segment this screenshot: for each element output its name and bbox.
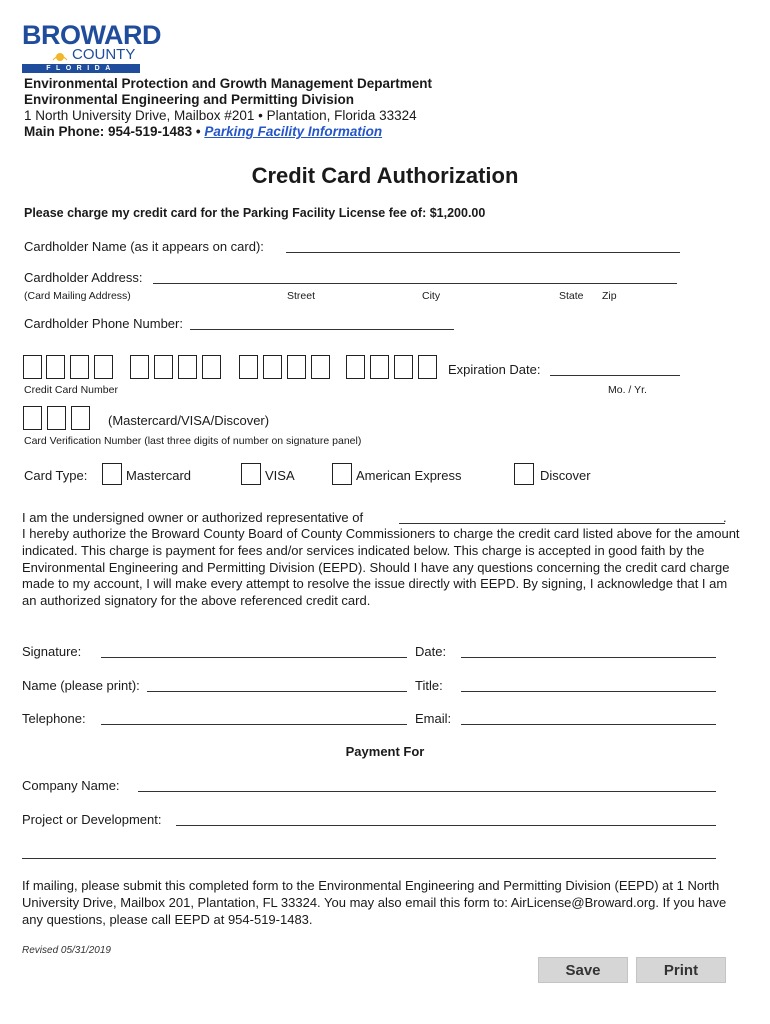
main-phone: Main Phone: 954-519-1483 • xyxy=(24,124,201,139)
cvv-digit-box[interactable] xyxy=(71,406,90,430)
logo-florida-band: FLORIDA xyxy=(22,64,140,73)
fee-statement: Please charge my credit card for the Parking Facility License fee of: $1,200.00 xyxy=(24,206,486,220)
signature-field[interactable] xyxy=(101,657,407,658)
visa-checkbox[interactable] xyxy=(241,463,261,485)
address-mailing-hint: (Card Mailing Address) xyxy=(24,290,131,302)
card-type-label: Card Type: xyxy=(24,468,88,483)
cardholder-name-field[interactable] xyxy=(286,252,680,253)
project-label: Project or Development: xyxy=(22,812,162,827)
revision-date: Revised 05/31/2019 xyxy=(22,945,111,956)
mailing-instructions: If mailing, please submit this completed form to the Environmental Engineering and Permitting Division (EEPD) at 1 North University Drive, Mailbox 201, Plantation, FL 33324. You may also email this form to: AirLicense@Broward.org. If you have any questions, please call EEPD at 954-519-1483. xyxy=(22,878,727,927)
card-digit-box[interactable] xyxy=(70,355,89,379)
address-city-hint: City xyxy=(422,290,441,302)
expiration-format-hint: Mo. / Yr. xyxy=(608,384,647,396)
card-digit-box[interactable] xyxy=(418,355,437,379)
email-label: Email: xyxy=(415,711,452,726)
cvv-digit-box[interactable] xyxy=(47,406,66,430)
payment-for-heading: Payment For xyxy=(345,744,425,759)
card-digit-box[interactable] xyxy=(23,355,42,379)
address-street-hint: Street xyxy=(287,290,316,302)
print-name-field[interactable] xyxy=(147,691,407,692)
cardholder-phone-field[interactable] xyxy=(190,329,454,330)
card-digit-box[interactable] xyxy=(346,355,365,379)
visa-label: VISA xyxy=(265,468,295,483)
cvv-digit-box[interactable] xyxy=(23,406,42,430)
mastercard-checkbox[interactable] xyxy=(102,463,122,485)
cardholder-address-field[interactable] xyxy=(153,283,677,284)
card-digit-box[interactable] xyxy=(239,355,258,379)
discover-checkbox[interactable] xyxy=(514,463,534,485)
card-digit-box[interactable] xyxy=(130,355,149,379)
address-zip-hint: Zip xyxy=(602,290,617,302)
title-field[interactable] xyxy=(461,691,716,692)
card-digit-box[interactable] xyxy=(394,355,413,379)
card-digit-box[interactable] xyxy=(370,355,389,379)
discover-label: Discover xyxy=(540,468,591,483)
broward-county-logo xyxy=(22,20,161,74)
email-field[interactable] xyxy=(461,724,716,725)
authorized-representative-text: I am the undersigned owner or authorized representative of xyxy=(22,510,364,525)
expiration-date-label: Expiration Date: xyxy=(448,362,541,377)
card-digit-box[interactable] xyxy=(202,355,221,379)
authorized-representative-period: . xyxy=(723,510,727,525)
save-button[interactable]: Save xyxy=(538,957,628,983)
sun-icon xyxy=(52,47,68,61)
print-name-label: Name (please print): xyxy=(22,678,140,693)
card-digit-box[interactable] xyxy=(94,355,113,379)
company-name-field[interactable] xyxy=(138,791,716,792)
card-digit-box[interactable] xyxy=(46,355,65,379)
project-field[interactable] xyxy=(176,825,716,826)
division-name: Environmental Engineering and Permitting Division xyxy=(24,92,355,107)
mastercard-label: Mastercard xyxy=(126,468,192,483)
cvv-label: Card Verification Number (last three digits of number on signature panel) xyxy=(24,435,362,447)
cardholder-phone-label: Cardholder Phone Number: xyxy=(24,316,183,331)
logo-wordmark: BROWARD xyxy=(22,20,161,50)
expiration-date-field[interactable] xyxy=(550,375,680,376)
project-extra-field[interactable] xyxy=(22,858,716,859)
logo-county: COUNTY xyxy=(72,46,136,63)
american-express-checkbox[interactable] xyxy=(332,463,352,485)
department-name: Environmental Protection and Growth Management Department xyxy=(24,76,433,91)
date-field[interactable] xyxy=(461,657,716,658)
card-digit-box[interactable] xyxy=(154,355,173,379)
company-name-label: Company Name: xyxy=(22,778,120,793)
cvv-card-types: (Mastercard/VISA/Discover) xyxy=(108,413,270,428)
card-digit-box[interactable] xyxy=(311,355,330,379)
card-digit-box[interactable] xyxy=(287,355,306,379)
authorization-paragraph: I hereby authorize the Broward County Board of County Commissioners to charge the credit card listed above for the amount indicated. This charge is payment for fees and/or services indicated below. This charge is accepted in good faith by the Environmental Engineering and Permitting Division (EEPD). Should I have any questions concerning the credit card charge made to my account, I will make every attempt to resolve the issue directly with EEPD. By signing, I acknowledge that I am an authorized signatory for the above referenced credit card. xyxy=(22,526,740,609)
form-title: Credit Card Authorization xyxy=(251,163,519,188)
address-state-hint: State xyxy=(559,290,584,302)
american-express-label: American Express xyxy=(356,468,462,483)
main-phone-row xyxy=(24,124,382,140)
parking-facility-link[interactable]: Parking Facility Information xyxy=(204,124,383,139)
department-address: 1 North University Drive, Mailbox #201 • Plantation, Florida 33324 xyxy=(24,108,417,123)
signature-label: Signature: xyxy=(22,644,82,659)
date-label: Date: xyxy=(415,644,447,659)
cardholder-address-label: Cardholder Address: xyxy=(24,270,143,285)
card-digit-box[interactable] xyxy=(263,355,282,379)
print-button[interactable]: Print xyxy=(636,957,726,983)
credit-card-number-label: Credit Card Number xyxy=(24,384,118,396)
telephone-label: Telephone: xyxy=(22,711,86,726)
cardholder-name-label: Cardholder Name (as it appears on card): xyxy=(24,239,264,254)
title-label: Title: xyxy=(415,678,443,693)
telephone-field[interactable] xyxy=(101,724,407,725)
company-represented-field[interactable] xyxy=(399,523,725,524)
card-digit-box[interactable] xyxy=(178,355,197,379)
